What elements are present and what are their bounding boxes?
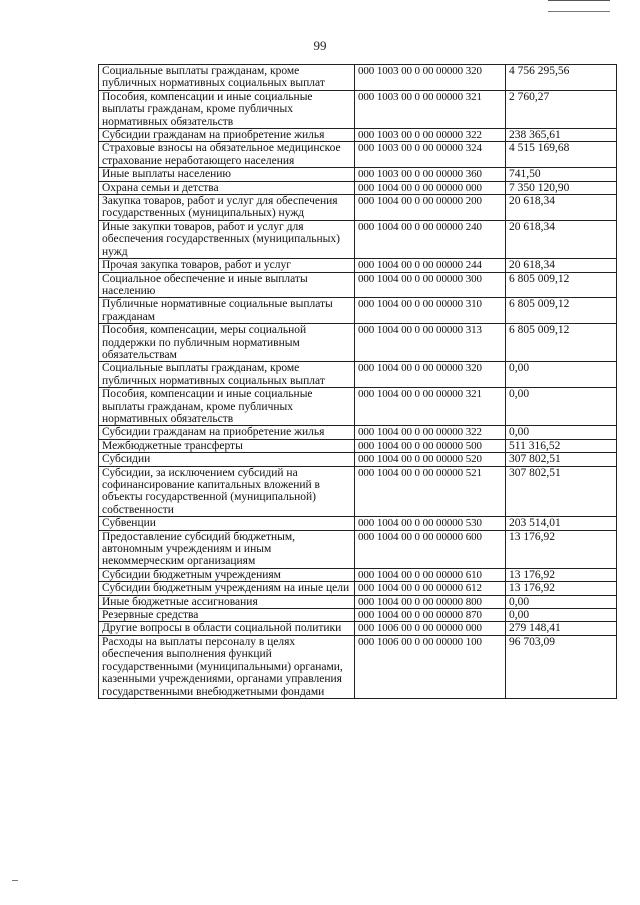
budget-code-cell: 000 1004 00 0 00 00000 612 — [355, 582, 506, 595]
table-row — [99, 582, 617, 595]
budget-code-cell: 000 1003 00 0 00 00000 320 — [355, 65, 506, 91]
expense-name-cell: Пособия, компенсации и иные социальные выплаты гражданам, кроме публичных нормативных обязательств — [99, 90, 355, 128]
amount-cell: 0,00 — [506, 609, 617, 622]
expense-name-cell: Социальное обеспечение и иные выплаты населению — [99, 272, 355, 298]
amount-cell: 307 802,51 — [506, 466, 617, 517]
expense-name-cell: Публичные нормативные социальные выплаты гражданам — [99, 298, 355, 324]
table-row — [99, 453, 617, 466]
expense-name-cell: Закупка товаров, работ и услуг для обеспечения государственных (муниципальных) нужд — [99, 195, 355, 221]
expense-name-cell: Субсидии гражданам на приобретение жилья — [99, 129, 355, 142]
table-row — [99, 426, 617, 439]
expense-name-cell: Субсидии — [99, 453, 355, 466]
expense-name-cell: Иные бюджетные ассигнования — [99, 595, 355, 608]
amount-cell: 20 618,34 — [506, 195, 617, 221]
table-row — [99, 168, 617, 181]
table-row — [99, 90, 617, 128]
amount-cell: 6 805 009,12 — [506, 272, 617, 298]
table-row — [99, 129, 617, 142]
table-row — [99, 439, 617, 452]
amount-cell: 307 802,51 — [506, 453, 617, 466]
expense-name-cell: Иные закупки товаров, работ и услуг для обеспечения государственных (муниципальных) нужд — [99, 220, 355, 258]
budget-code-cell: 000 1004 00 0 00 00000 300 — [355, 272, 506, 298]
amount-cell: 238 365,61 — [506, 129, 617, 142]
expense-name-cell: Охрана семьи и детства — [99, 181, 355, 194]
budget-table — [98, 64, 617, 699]
budget-code-cell: 000 1003 00 0 00 00000 322 — [355, 129, 506, 142]
table-row — [99, 142, 617, 168]
table-row — [99, 622, 617, 635]
amount-cell: 6 805 009,12 — [506, 324, 617, 362]
budget-code-cell: 000 1004 00 0 00 00000 320 — [355, 362, 506, 388]
amount-cell: 6 805 009,12 — [506, 298, 617, 324]
table-row — [99, 595, 617, 608]
budget-code-cell: 000 1003 00 0 00 00000 324 — [355, 142, 506, 168]
budget-table-body — [99, 65, 617, 699]
table-row — [99, 388, 617, 426]
budget-code-cell: 000 1004 00 0 00 00000 870 — [355, 609, 506, 622]
amount-cell: 4 515 169,68 — [506, 142, 617, 168]
table-row — [99, 220, 617, 258]
scan-mark-top-2 — [548, 11, 610, 12]
table-row — [99, 65, 617, 91]
budget-code-cell: 000 1004 00 0 00 00000 000 — [355, 181, 506, 194]
amount-cell: 20 618,34 — [506, 220, 617, 258]
expense-name-cell: Субсидии бюджетным учреждениям — [99, 568, 355, 581]
expense-name-cell: Социальные выплаты гражданам, кроме публичных нормативных социальных выплат — [99, 65, 355, 91]
budget-code-cell: 000 1004 00 0 00 00000 200 — [355, 195, 506, 221]
table-row — [99, 298, 617, 324]
budget-code-cell: 000 1004 00 0 00 00000 313 — [355, 324, 506, 362]
expense-name-cell: Другие вопросы в области социальной политики — [99, 622, 355, 635]
expense-name-cell: Социальные выплаты гражданам, кроме публичных нормативных социальных выплат — [99, 362, 355, 388]
table-row — [99, 517, 617, 530]
budget-code-cell: 000 1003 00 0 00 00000 360 — [355, 168, 506, 181]
budget-code-cell: 000 1006 00 0 00 00000 000 — [355, 622, 506, 635]
page-number: 99 — [313, 38, 327, 53]
table-row — [99, 259, 617, 272]
table-row — [99, 635, 617, 698]
budget-code-cell: 000 1004 00 0 00 00000 240 — [355, 220, 506, 258]
expense-name-cell: Предоставление субсидий бюджетным, автономным учреждениям и иным некоммерческим организациям — [99, 530, 355, 568]
amount-cell: 741,50 — [506, 168, 617, 181]
budget-code-cell: 000 1004 00 0 00 00000 800 — [355, 595, 506, 608]
amount-cell: 7 350 120,90 — [506, 181, 617, 194]
expense-name-cell: Субвенции — [99, 517, 355, 530]
table-row — [99, 466, 617, 517]
amount-cell: 13 176,92 — [506, 582, 617, 595]
expense-name-cell: Субсидии бюджетным учреждениям на иные цели — [99, 582, 355, 595]
amount-cell: 279 148,41 — [506, 622, 617, 635]
amount-cell: 20 618,34 — [506, 259, 617, 272]
expense-name-cell: Межбюджетные трансферты — [99, 439, 355, 452]
scan-mark-top — [548, 0, 610, 1]
amount-cell: 0,00 — [506, 388, 617, 426]
expense-name-cell: Субсидии гражданам на приобретение жилья — [99, 426, 355, 439]
table-row — [99, 324, 617, 362]
amount-cell: 4 756 295,56 — [506, 65, 617, 91]
budget-code-cell: 000 1004 00 0 00 00000 310 — [355, 298, 506, 324]
amount-cell: 13 176,92 — [506, 530, 617, 568]
table-row — [99, 195, 617, 221]
expense-name-cell: Страховые взносы на обязательное медицинское страхование неработающего населения — [99, 142, 355, 168]
amount-cell: 0,00 — [506, 362, 617, 388]
budget-code-cell: 000 1004 00 0 00 00000 244 — [355, 259, 506, 272]
budget-code-cell: 000 1003 00 0 00 00000 321 — [355, 90, 506, 128]
budget-code-cell: 000 1004 00 0 00 00000 530 — [355, 517, 506, 530]
table-row — [99, 272, 617, 298]
expense-name-cell: Расходы на выплаты персоналу в целях обеспечения выполнения функций государственными (муниципальными) органами, казенными учреждениями, органами управления государственными внебюджетными фондами — [99, 635, 355, 698]
budget-code-cell: 000 1004 00 0 00 00000 600 — [355, 530, 506, 568]
budget-code-cell: 000 1004 00 0 00 00000 321 — [355, 388, 506, 426]
table-row — [99, 530, 617, 568]
budget-code-cell: 000 1004 00 0 00 00000 322 — [355, 426, 506, 439]
expense-name-cell: Субсидии, за исключением субсидий на софинансирование капитальных вложений в объекты государственной (муниципальной) собственности — [99, 466, 355, 517]
amount-cell: 13 176,92 — [506, 568, 617, 581]
expense-name-cell: Резервные средства — [99, 609, 355, 622]
amount-cell: 2 760,27 — [506, 90, 617, 128]
budget-code-cell: 000 1004 00 0 00 00000 500 — [355, 439, 506, 452]
expense-name-cell: Пособия, компенсации, меры социальной поддержки по публичным нормативным обязательствам — [99, 324, 355, 362]
budget-code-cell: 000 1004 00 0 00 00000 610 — [355, 568, 506, 581]
expense-name-cell: Иные выплаты населению — [99, 168, 355, 181]
budget-code-cell: 000 1004 00 0 00 00000 520 — [355, 453, 506, 466]
amount-cell: 0,00 — [506, 595, 617, 608]
table-row — [99, 362, 617, 388]
budget-code-cell: 000 1006 00 0 00 00000 100 — [355, 635, 506, 698]
expense-name-cell: Прочая закупка товаров, работ и услуг — [99, 259, 355, 272]
table-row — [99, 568, 617, 581]
amount-cell: 96 703,09 — [506, 635, 617, 698]
table-row — [99, 181, 617, 194]
table-row — [99, 609, 617, 622]
amount-cell: 0,00 — [506, 426, 617, 439]
expense-name-cell: Пособия, компенсации и иные социальные выплаты гражданам, кроме публичных нормативных обязательств — [99, 388, 355, 426]
amount-cell: 203 514,01 — [506, 517, 617, 530]
scan-mark-bottom — [12, 880, 18, 881]
amount-cell: 511 316,52 — [506, 439, 617, 452]
budget-code-cell: 000 1004 00 0 00 00000 521 — [355, 466, 506, 517]
